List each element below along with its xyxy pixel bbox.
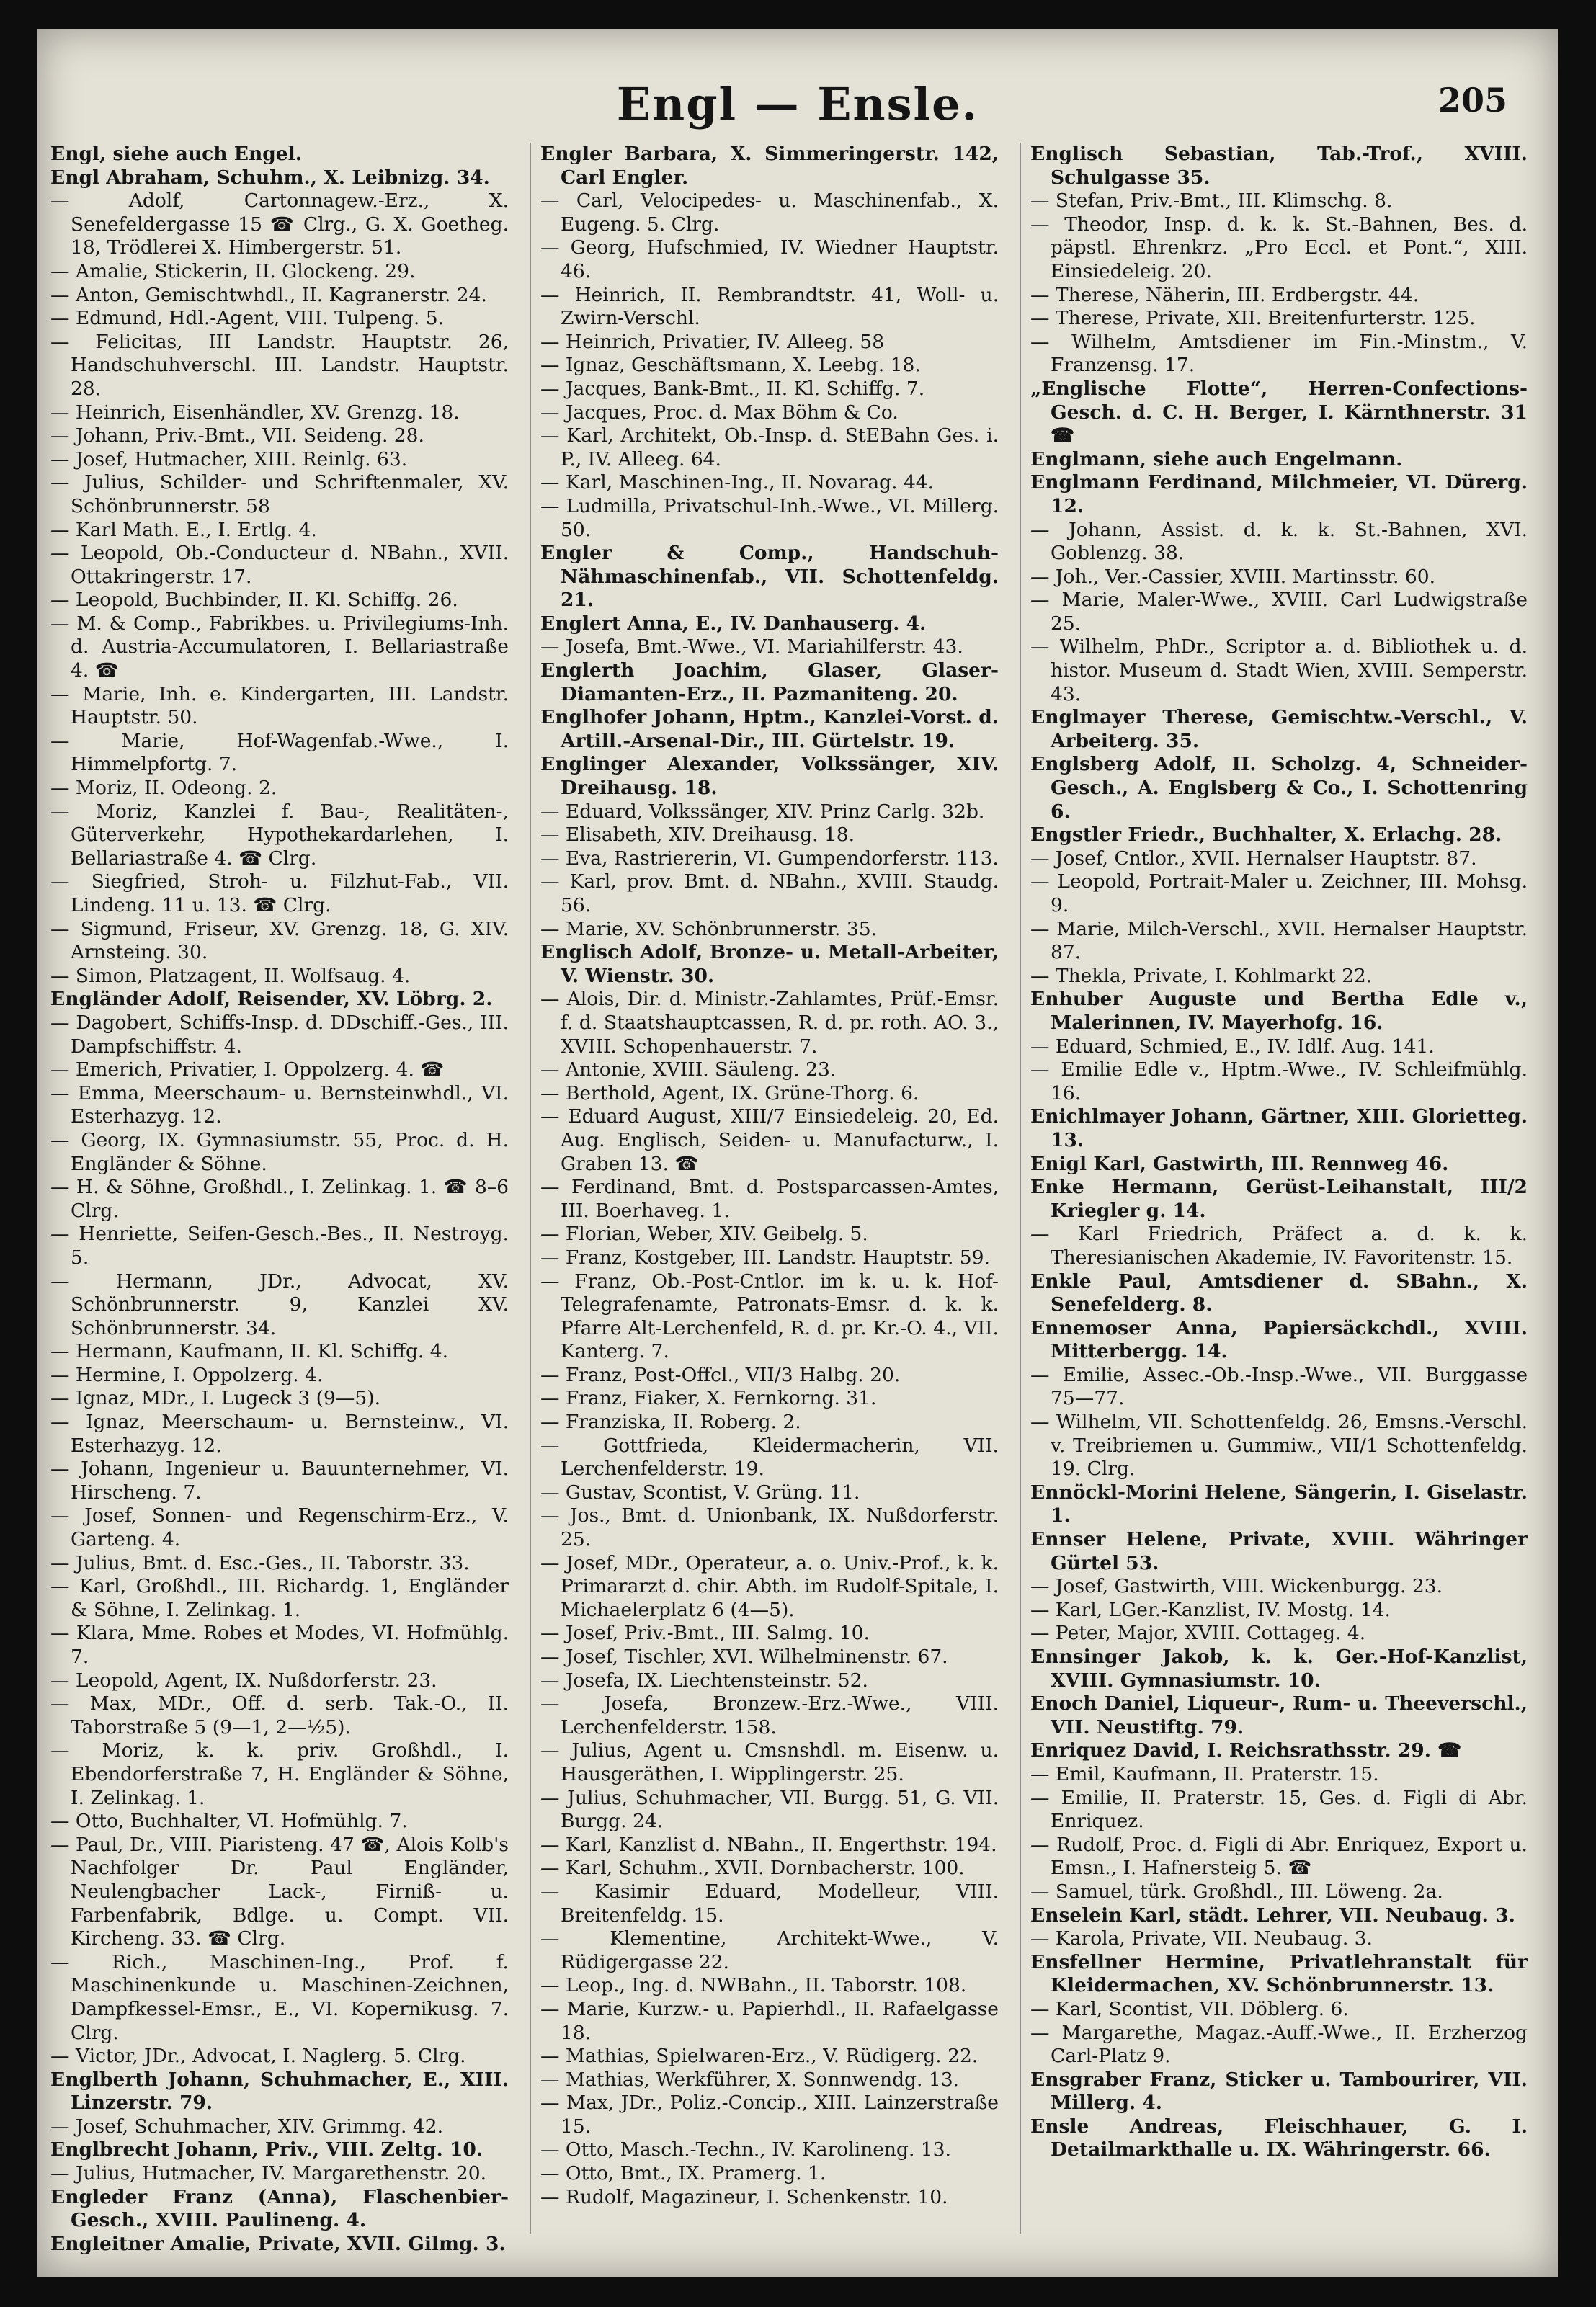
- directory-entry: — Mathias, Werkführer, X. Sonnwendg. 13.: [540, 2068, 959, 2091]
- directory-entry: — Emilie, Assec.-Ob.-Insp.-Wwe., VII. Burggasse 75—77.: [1030, 1363, 1528, 1410]
- directory-entry: — Josefa, Bmt.-Wwe., VI. Mariahilferstr. 43.: [540, 635, 963, 659]
- directory-entry: — Emerich, Privatier, I. Oppolzerg. 4. ☎: [50, 1058, 445, 1081]
- directory-entry: — Johann, Assist. d. k. k. St.-Bahnen, XVI. Goblenzg. 38.: [1030, 518, 1528, 565]
- directory-entry: — Dagobert, Schiffs-Insp. d. DDschiff.-Ges., III. Dampfschiffstr. 4.: [50, 1011, 509, 1058]
- directory-entry: Engländer Adolf, Reisender, XV. Löbrg. 2.: [50, 988, 493, 1011]
- directory-entry: — Josef, MDr., Operateur, a. o. Univ.-Prof., k. k. Primararzt d. chir. Abth. im Rudolf-Spitale, I. Michaelerplatz 6 (4—5).: [540, 1551, 999, 1621]
- directory-entry: — Adolf, Cartonnagew.-Erz., X. Senefeldergasse 15 ☎ Clrg., G. X. Goetheg. 18, Trödlerei X. Himbergerstr. 51.: [50, 189, 509, 259]
- directory-entry: — Florian, Weber, XIV. Geibelg. 5.: [540, 1223, 868, 1246]
- directory-entry: — Karl, LGer.-Kanzlist, IV. Mostg. 14.: [1030, 1598, 1391, 1621]
- directory-entry: — Ignaz, Meerschaum- u. Bernsteinw., VI. Esterhazyg. 12.: [50, 1411, 509, 1457]
- directory-entry: — Josef, Hutmacher, XIII. Reinlg. 63.: [50, 447, 408, 470]
- directory-entry: — Eduard August, XIII/7 Einsiedeleig. 20, Ed. Aug. Englisch, Seiden- u. Manufacturw., I. Graben 13. ☎: [540, 1105, 999, 1175]
- directory-entry: — Samuel, türk. Großhdl., III. Löweng. 2a.: [1030, 1880, 1443, 1903]
- directory-entry: — Antonie, XVIII. Säuleng. 23.: [540, 1058, 837, 1081]
- directory-entry: — Karola, Private, VII. Neubaug. 3.: [1030, 1927, 1373, 1950]
- directory-entry: — Rich., Maschinen-Ing., Prof. f. Maschinenkunde u. Maschinen-Zeichnen, Dampfkessel-Emsr., E., VI. Kopernikusg. 7. Clrg.: [50, 1950, 509, 2044]
- directory-entry: — Hermine, I. Oppolzerg. 4.: [50, 1363, 324, 1386]
- directory-entry: — Julius, Hutmacher, IV. Margarethenstr. 20.: [50, 2162, 487, 2185]
- column-right: [1030, 143, 1528, 2234]
- directory-entry: — Klara, Mme. Robes et Modes, VI. Hofmühlg. 7.: [50, 1622, 509, 1668]
- directory-entry: Engl Abraham, Schuhm., X. Leibnizg. 34.: [50, 166, 490, 189]
- directory-entry: — Therese, Private, XII. Breitenfurterstr. 125.: [1030, 307, 1476, 330]
- directory-entry: — Thekla, Private, I. Kohlmarkt 22.: [1030, 964, 1373, 987]
- directory-entry: — Heinrich, Eisenhändler, XV. Grenzg. 18.: [50, 401, 460, 424]
- directory-entry: Ennemoser Anna, Papiersäckchdl., XVIII. Mitterbergg. 14.: [1030, 1316, 1528, 1363]
- directory-entry: — Julius, Agent u. Cmsnshdl. m. Eisenw. u. Hausgeräthen, I. Wipplingerstr. 25.: [540, 1739, 999, 1785]
- entries-area: [50, 143, 1545, 2255]
- directory-entry: — Julius, Bmt. d. Esc.-Ges., II. Taborstr. 33.: [50, 1551, 470, 1574]
- directory-entry: — Franz, Ob.-Post-Cntlor. im k. u. k. Hof-Telegrafenamte, Patronats-Emsr. d. k. k. Pfarre Alt-Lerchenfeld, R. d. pr. Kr.-O. 4., VII. Kanterg. 7.: [540, 1269, 999, 1363]
- directory-entry: — Ignaz, Geschäftsmann, X. Leebg. 18.: [540, 354, 921, 377]
- directory-entry: — Josef, Gastwirth, VIII. Wickenburgg. 23.: [1030, 1575, 1443, 1598]
- directory-entry: — Georg, IX. Gymnasiumstr. 55, Proc. d. H. Engländer & Söhne.: [50, 1128, 509, 1175]
- directory-entry: — M. & Comp., Fabrikbes. u. Privilegiums-Inh. d. Austria-Accumulatoren, I. Bellariastraße 4. ☎: [50, 612, 509, 682]
- directory-entry: — Berthold, Agent, IX. Grüne-Thorg. 6.: [540, 1081, 919, 1105]
- directory-entry: Englert Anna, E., IV. Danhauserg. 4.: [540, 612, 927, 635]
- directory-entry: — Mathias, Spielwaren-Erz., V. Rüdigerg. 22.: [540, 2045, 978, 2068]
- directory-entry: Engleitner Amalie, Private, XVII. Gilmg. 3.: [50, 2232, 506, 2255]
- directory-entry: — Max, MDr., Off. d. serb. Tak.-O., II. Taborstraße 5 (9—1, 2—½5).: [50, 1692, 509, 1739]
- directory-entry: — Margarethe, Magaz.-Auff.-Wwe., II. Erzherzog Carl-Platz 9.: [1030, 2021, 1528, 2068]
- directory-entry: — Emil, Kaufmann, II. Praterstr. 15.: [1030, 1762, 1379, 1785]
- directory-entry: Enselein Karl, städt. Lehrer, VII. Neubaug. 3.: [1030, 1904, 1515, 1927]
- directory-entry: — Josef, Priv.-Bmt., III. Salmg. 10.: [540, 1622, 870, 1645]
- directory-entry: — Edmund, Hdl.-Agent, VIII. Tulpeng. 5.: [50, 307, 444, 330]
- directory-entry: — Ludmilla, Privatschul-Inh.-Wwe., VI. Millerg. 50.: [540, 494, 999, 541]
- directory-entry: „Englische Flotte“, Herren-Confections-Gesch. d. C. H. Berger, I. Kärnthnerstr. 31 ☎: [1030, 377, 1528, 447]
- directory-entry: — Kasimir Eduard, Modelleur, VIII. Breitenfeldg. 15.: [540, 1880, 999, 1927]
- directory-entry: Englbrecht Johann, Priv., VIII. Zeltg. 10.: [50, 2138, 483, 2161]
- running-head: Engl — Ensle.: [616, 78, 979, 130]
- directory-entry: Ensgraber Franz, Sticker u. Tambourirer, VII. Millerg. 4.: [1030, 2068, 1528, 2115]
- directory-entry: — Felicitas, III Landstr. Hauptstr. 26, Handschuhverschl. III. Landstr. Hauptstr. 28.: [50, 330, 509, 400]
- directory-entry: — Wilhelm, VII. Schottenfeldg. 26, Emsns.-Verschl. v. Treibriemen u. Gummiw., VII/1 Schottenfeldg. 19. Clrg.: [1030, 1411, 1528, 1481]
- directory-entry: Englberth Johann, Schuhmacher, E., XIII. Linzerstr. 79.: [50, 2068, 509, 2115]
- directory-entry: Englmann, siehe auch Engelmann.: [1030, 447, 1403, 470]
- directory-entry: Englmayer Therese, Gemischtw.-Verschl., V. Arbeiterg. 35.: [1030, 706, 1528, 752]
- directory-entry: — Johann, Ingenieur u. Bauunternehmer, VI. Hirscheng. 7.: [50, 1458, 509, 1504]
- directory-entry: Englisch Adolf, Bronze- u. Metall-Arbeiter, V. Wienstr. 30.: [540, 941, 999, 987]
- directory-entry: — Paul, Dr., VIII. Piaristeng. 47 ☎, Alois Kolb's Nachfolger Dr. Paul Engländer, Neulengbacher Lack-, Firniß- u. Farbenfabrik, Bdlge. u. Compt. VII. Kircheng. 33. ☎ Clrg.: [50, 1833, 509, 1950]
- directory-entry: — Wilhelm, Amtsdiener im Fin.-Minstm., V. Franzensg. 17.: [1030, 330, 1528, 377]
- directory-entry: Enhuber Auguste und Bertha Edle v., Malerinnen, IV. Mayerhofg. 16.: [1030, 988, 1528, 1034]
- directory-entry: — Karl Math. E., I. Ertlg. 4.: [50, 518, 317, 541]
- directory-entry: — Emma, Meerschaum- u. Bernsteinwhdl., VI. Esterhazyg. 12.: [50, 1081, 509, 1128]
- directory-entry: — Moriz, Kanzlei f. Bau-, Realitäten-, Güterverkehr, Hypothekardarlehen, I. Bellariastraße 4. ☎ Clrg.: [50, 800, 509, 870]
- directory-entry: Englisch Sebastian, Tab.-Trof., XVIII. Schulgasse 35.: [1030, 143, 1528, 189]
- column-middle: [540, 143, 999, 2234]
- directory-entry: — Marie, Hof-Wagenfab.-Wwe., I. Himmelpfortg. 7.: [50, 729, 509, 776]
- directory-entry: — Anton, Gemischtwhdl., II. Kagranerstr. 24.: [50, 283, 487, 306]
- page-number: 205: [1437, 81, 1507, 120]
- column-left: [50, 143, 509, 2255]
- directory-entry: — Stefan, Priv.-Bmt., III. Klimschg. 8.: [1030, 189, 1393, 213]
- directory-entry: — Josefa, Bronzew.-Erz.-Wwe., VIII. Lerchenfelderstr. 158.: [540, 1692, 999, 1739]
- directory-entry: Engler & Comp., Handschuh-Nähmaschinenfab., VII. Schottenfeldg. 21.: [540, 542, 999, 612]
- directory-entry: — Ferdinand, Bmt. d. Postsparcassen-Amtes, III. Boerhaveg. 1.: [540, 1176, 999, 1222]
- directory-entry: Ensle Andreas, Fleischhauer, G. I. Detailmarkthalle u. IX. Währingerstr. 66.: [1030, 2115, 1528, 2161]
- directory-entry: — Henriette, Seifen-Gesch.-Bes., II. Nestroyg. 5.: [50, 1223, 509, 1269]
- directory-entry: — Heinrich, II. Rembrandtstr. 41, Woll- u. Zwirn-Verschl.: [540, 283, 999, 330]
- directory-entry: Englinger Alexander, Volkssänger, XIV. Dreihausg. 18.: [540, 753, 999, 800]
- directory-entry: — Hermann, Kaufmann, II. Kl. Schiffg. 4.: [50, 1340, 449, 1363]
- directory-entry: Englhofer Johann, Hptm., Kanzlei-Vorst. d. Artill.-Arsenal-Dir., III. Gürtelstr. 19.: [540, 706, 999, 752]
- directory-entry: Ennsinger Jakob, k. k. Ger.-Hof-Kanzlist, XVIII. Gymnasiumstr. 10.: [1030, 1646, 1528, 1692]
- column-divider: [530, 143, 531, 2234]
- directory-entry: Engl, siehe auch Engel.: [50, 143, 302, 165]
- directory-entry: — Ignaz, MDr., I. Lugeck 3 (9—5).: [50, 1387, 380, 1410]
- page-header: [37, 78, 1558, 135]
- directory-entry: — Leopold, Portrait-Maler u. Zeichner, III. Mohsg. 9.: [1030, 870, 1528, 916]
- directory-entry: — Karl, prov. Bmt. d. NBahn., XVIII. Staudg. 56.: [540, 870, 999, 916]
- directory-entry: — Max, JDr., Poliz.-Concip., XIII. Lainzerstraße 15.: [540, 2092, 999, 2138]
- directory-entry: — Karl, Architekt, Ob.-Insp. d. StEBahn Ges. i. P., IV. Alleeg. 64.: [540, 424, 999, 470]
- directory-entry: — Georg, Hufschmied, IV. Wiedner Hauptstr. 46.: [540, 236, 999, 282]
- directory-entry: — Josef, Sonnen- und Regenschirm-Erz., V. Garteng. 4.: [50, 1504, 509, 1551]
- directory-entry: — Jos., Bmt. d. Unionbank, IX. Nußdorferstr. 25.: [540, 1504, 999, 1551]
- directory-entry: — Otto, Buchhalter, VI. Hofmühlg. 7.: [50, 1810, 408, 1833]
- directory-entry: — Marie, Maler-Wwe., XVIII. Carl Ludwigstraße 25.: [1030, 589, 1528, 635]
- directory-entry: — Carl, Velocipedes- u. Maschinenfab., X. Eugeng. 5. Clrg.: [540, 189, 999, 236]
- directory-entry: — Karl, Scontist, VII. Döblerg. 6.: [1030, 1997, 1349, 2020]
- directory-entry: — Sigmund, Friseur, XV. Grenzg. 18, G. XIV. Arnsteing. 30.: [50, 917, 509, 964]
- directory-entry: — Eduard, Volkssänger, XIV. Prinz Carlg. 32b.: [540, 800, 985, 823]
- directory-entry: Ensfellner Hermine, Privatlehranstalt für Kleidermachen, XV. Schönbrunnerstr. 13.: [1030, 1950, 1528, 1997]
- directory-entry: Engleder Franz (Anna), Flaschenbier-Gesch., XVIII. Paulineng. 4.: [50, 2185, 509, 2232]
- directory-entry: — Leopold, Ob.-Conducteur d. NBahn., XVII. Ottakringerstr. 17.: [50, 542, 509, 588]
- directory-entry: — Leop., Ing. d. NWBahn., II. Taborstr. 108.: [540, 1974, 967, 1997]
- directory-entry: Englsberg Adolf, II. Scholzg. 4, Schneider-Gesch., A. Englsberg & Co., I. Schottenring 6.: [1030, 753, 1528, 823]
- directory-entry: — Karl, Großhdl., III. Richardg. 1, Engländer & Söhne, I. Zelinkag. 1.: [50, 1575, 509, 1621]
- directory-entry: — H. & Söhne, Großhdl., I. Zelinkag. 1. ☎ 8–6 Clrg.: [50, 1176, 509, 1222]
- directory-entry: — Karl, Kanzlist d. NBahn., II. Engerthstr. 194.: [540, 1833, 997, 1856]
- directory-entry: — Victor, JDr., Advocat, I. Naglerg. 5. Clrg.: [50, 2045, 466, 2068]
- directory-entry: — Emilie, II. Praterstr. 15, Ges. d. Figli di Abr. Enriquez.: [1030, 1786, 1528, 1833]
- column-divider: [1020, 143, 1021, 2234]
- directory-entry: Enkle Paul, Amtsdiener d. SBahn., X. Senefelderg. 8.: [1030, 1269, 1528, 1316]
- directory-entry: Enigl Karl, Gastwirth, III. Rennweg 46.: [1030, 1152, 1449, 1175]
- directory-entry: — Peter, Major, XVIII. Cottageg. 4.: [1030, 1622, 1366, 1645]
- directory-entry: — Theodor, Insp. d. k. k. St.-Bahnen, Bes. d. päpstl. Ehrenkrz. „Pro Eccl. et Pont.“, XIII. Einsiedeleig. 20.: [1030, 213, 1528, 282]
- directory-entry: Ennser Helene, Private, XVIII. Währinger Gürtel 53.: [1030, 1528, 1528, 1574]
- directory-entry: Enriquez David, I. Reichsrathsstr. 29. ☎: [1030, 1739, 1462, 1762]
- directory-entry: — Franz, Kostgeber, III. Landstr. Hauptstr. 59.: [540, 1246, 990, 1269]
- directory-entry: — Josef, Tischler, XVI. Wilhelminenstr. 67.: [540, 1646, 948, 1668]
- directory-entry: — Franz, Post-Offcl., VII/3 Halbg. 20.: [540, 1363, 901, 1386]
- directory-entry: — Marie, Milch-Verschl., XVII. Hernalser Hauptstr. 87.: [1030, 917, 1528, 964]
- directory-entry: — Leopold, Buchbinder, II. Kl. Schiffg. 26.: [50, 589, 458, 612]
- directory-entry: — Alois, Dir. d. Ministr.-Zahlamtes, Prüf.-Emsr. f. d. Staatshauptcassen, R. d. pr. roth. AO. 3., XVIII. Schopenhauerstr. 7.: [540, 988, 999, 1058]
- directory-entry: — Franziska, II. Roberg. 2.: [540, 1411, 801, 1434]
- directory-entry: — Josefa, IX. Liechtensteinstr. 52.: [540, 1669, 868, 1692]
- directory-entry: — Amalie, Stickerin, II. Glockeng. 29.: [50, 259, 416, 282]
- directory-entry: — Klementine, Architekt-Wwe., V. Rüdigergasse 22.: [540, 1927, 999, 1973]
- directory-entry: — Eva, Rastriererin, VI. Gumpendorferstr. 113.: [540, 847, 999, 870]
- directory-entry: — Joh., Ver.-Cassier, XVIII. Martinsstr. 60.: [1030, 565, 1436, 588]
- directory-entry: — Otto, Bmt., IX. Pramerg. 1.: [540, 2162, 826, 2185]
- directory-entry: — Karl Friedrich, Präfect a. d. k. k. Theresianischen Akademie, IV. Favoritenstr. 15.: [1030, 1223, 1528, 1269]
- directory-entry: — Emilie Edle v., Hptm.-Wwe., IV. Schleifmühlg. 16.: [1030, 1058, 1528, 1105]
- directory-entry: — Karl, Maschinen-Ing., II. Novarag. 44.: [540, 471, 935, 494]
- directory-entry: — Elisabeth, XIV. Dreihausg. 18.: [540, 824, 855, 847]
- directory-entry: — Jacques, Proc. d. Max Böhm & Co.: [540, 401, 899, 424]
- directory-entry: — Gustav, Scontist, V. Grüng. 11.: [540, 1481, 860, 1504]
- directory-entry: Ennöckl-Morini Helene, Sängerin, I. Giselastr. 1.: [1030, 1481, 1528, 1527]
- directory-entry: Englerth Joachim, Glaser, Glaser-Diamanten-Erz., II. Pazmaniteng. 20.: [540, 659, 999, 705]
- directory-entry: — Julius, Schilder- und Schriftenmaler, XV. Schönbrunnerstr. 58: [50, 471, 509, 517]
- directory-entry: — Rudolf, Magazineur, I. Schenkenstr. 10.: [540, 2185, 948, 2208]
- directory-entry: — Josef, Cntlor., XVII. Hernalser Hauptstr. 87.: [1030, 847, 1477, 870]
- directory-entry: — Hermann, JDr., Advocat, XV. Schönbrunnerstr. 9, Kanzlei XV. Schönbrunnerstr. 34.: [50, 1269, 509, 1339]
- directory-entry: — Karl, Schuhm., XVII. Dornbacherstr. 100.: [540, 1857, 965, 1880]
- directory-entry: Enke Hermann, Gerüst-Leihanstalt, III/2 Kriegler g. 14.: [1030, 1176, 1528, 1222]
- directory-entry: — Gottfrieda, Kleidermacherin, VII. Lerchenfelderstr. 19.: [540, 1434, 999, 1481]
- directory-entry: — Johann, Priv.-Bmt., VII. Seideng. 28.: [50, 424, 424, 447]
- directory-entry: — Julius, Schuhmacher, VII. Burgg. 51, G. VII. Burgg. 24.: [540, 1786, 999, 1833]
- directory-entry: Engstler Friedr., Buchhalter, X. Erlachg. 28.: [1030, 824, 1502, 847]
- directory-entry: Englmann Ferdinand, Milchmeier, VI. Dürerg. 12.: [1030, 471, 1528, 517]
- directory-entry: — Leopold, Agent, IX. Nußdorferstr. 23.: [50, 1669, 437, 1692]
- directory-entry: — Franz, Fiaker, X. Fernkorng. 31.: [540, 1387, 877, 1410]
- directory-entry: — Moriz, k. k. priv. Großhdl., I. Ebendorferstraße 7, H. Engländer & Söhne, I. Zelinkag. 1.: [50, 1739, 509, 1809]
- directory-entry: Enoch Daniel, Liqueur-, Rum- u. Theeverschl., VII. Neustiftg. 79.: [1030, 1692, 1528, 1739]
- directory-entry: — Marie, Inh. e. Kindergarten, III. Landstr. Hauptstr. 50.: [50, 682, 509, 729]
- directory-page: [37, 29, 1558, 2277]
- directory-entry: — Jacques, Bank-Bmt., II. Kl. Schiffg. 7.: [540, 377, 925, 400]
- directory-entry: — Marie, XV. Schönbrunnerstr. 35.: [540, 917, 878, 940]
- directory-entry: — Simon, Platzagent, II. Wolfsaug. 4.: [50, 964, 411, 987]
- directory-entry: — Marie, Kurzw.- u. Papierhdl., II. Rafaelgasse 18.: [540, 1997, 999, 2044]
- directory-entry: — Josef, Schuhmacher, XIV. Grimmg. 42.: [50, 2115, 444, 2138]
- directory-entry: — Moriz, II. Odeong. 2.: [50, 777, 277, 800]
- directory-entry: — Therese, Näherin, III. Erdbergstr. 44.: [1030, 283, 1419, 306]
- directory-entry: — Heinrich, Privatier, IV. Alleeg. 58: [540, 330, 885, 353]
- directory-entry: — Otto, Masch.-Techn., IV. Karolineng. 13.: [540, 2138, 951, 2161]
- directory-entry: — Siegfried, Stroh- u. Filzhut-Fab., VII. Lindeng. 11 u. 13. ☎ Clrg.: [50, 870, 509, 916]
- directory-entry: — Rudolf, Proc. d. Figli di Abr. Enriquez, Export u. Emsn., I. Hafnersteig 5. ☎: [1030, 1833, 1528, 1880]
- directory-entry: — Eduard, Schmied, E., IV. Idlf. Aug. 141.: [1030, 1035, 1435, 1058]
- directory-entry: Enichlmayer Johann, Gärtner, XIII. Glorietteg. 13.: [1030, 1105, 1528, 1151]
- directory-entry: Engler Barbara, X. Simmeringerstr. 142, Carl Engler.: [540, 143, 999, 189]
- directory-entry: — Wilhelm, PhDr., Scriptor a. d. Bibliothek u. d. histor. Museum d. Stadt Wien, XVIII. Semperstr. 43.: [1030, 635, 1528, 705]
